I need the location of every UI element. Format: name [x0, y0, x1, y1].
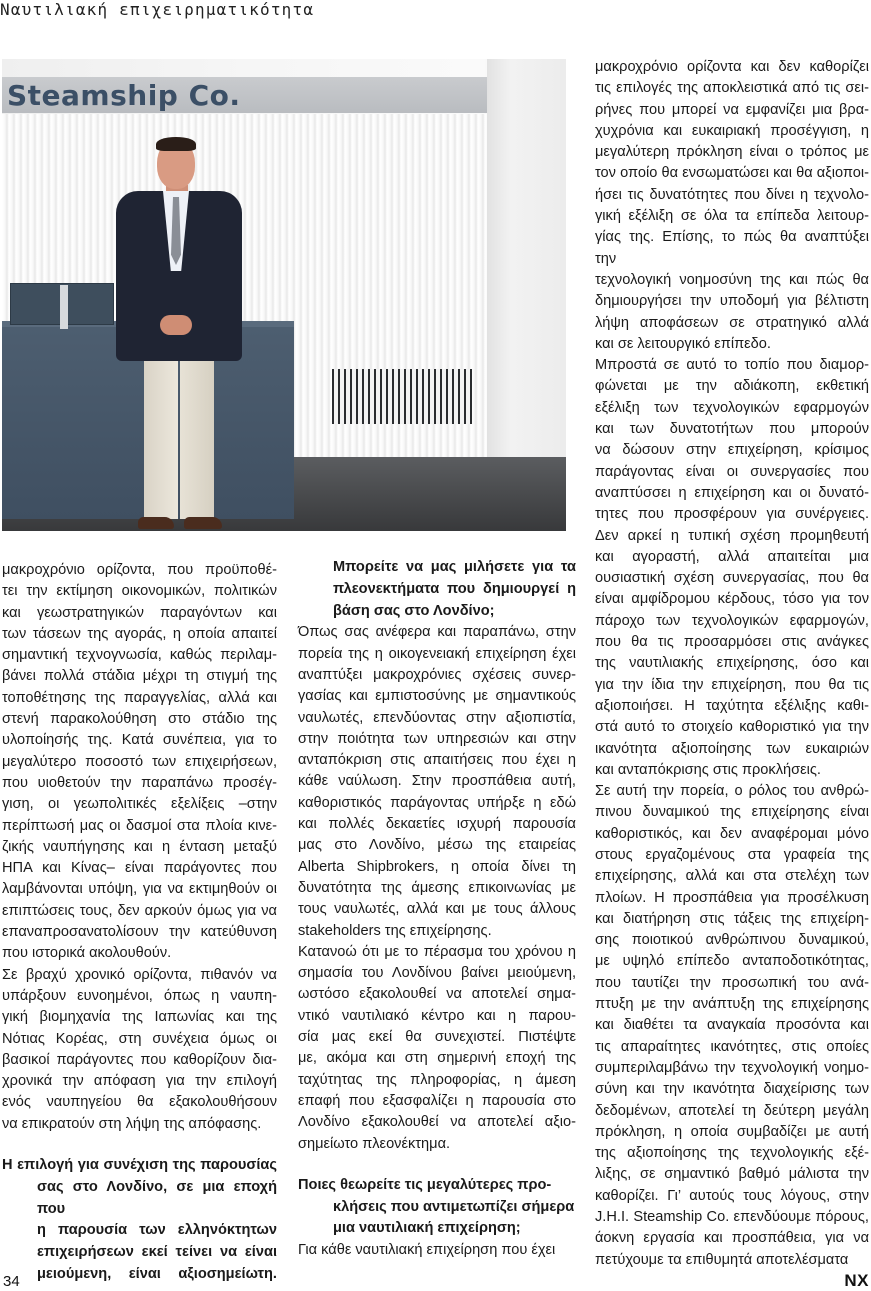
body-line: χυχρόνια και ευκαιριακή προσέγγιση, η — [595, 122, 869, 139]
body-line: Κατανοώ ότι με το πέρασμα του χρόνου η — [298, 943, 576, 960]
body-line: άοκνη εργασία και προσπάθεια, για να — [595, 1230, 869, 1247]
body-line: της αξιοποίησης της τεχνολογικής εξέ- — [595, 1145, 869, 1162]
body-line: J.H.I. Steamship Co. επενδύουμε πόρους, — [595, 1209, 869, 1226]
person-left-leg — [144, 357, 178, 519]
person-right-leg — [180, 357, 214, 519]
photo-person — [108, 139, 258, 531]
question-line: πλεονεκτήματα που δημιουργεί η — [333, 580, 576, 597]
body-line: επιπτώσεις τους, δεν αρκούν όμως για να — [2, 902, 277, 919]
body-line: που θα τις προσαρμόσει στις ανάγκες — [595, 634, 869, 651]
body-line: και διατήρηση στις τάξεις της επιχείρη- — [595, 910, 869, 927]
body-line: Δεν αρκεί η τυπική σχέση προμηθευτή — [595, 527, 869, 544]
body-line: τον οποίο θα ενσωματώσει και θα αξιοποι- — [595, 165, 869, 182]
body-line: Alberta Shipbrokers, η οποία δίνει τη — [298, 858, 576, 875]
body-line: σης ποιοτικού ανθρώπινου δυναμικού, — [595, 932, 869, 949]
body-line: επαφή που εξασφαλίζει η παρουσία στο — [298, 1092, 576, 1109]
article-column-3 — [595, 57, 869, 1271]
body-line: ζικής ναυπήγησης και η ένταση μεταξύ — [2, 838, 277, 855]
body-line: φώνεται με την αδιάκοπη, εκθετική — [595, 378, 869, 395]
body-line: και ανταπόκρισης στις προκλήσεις. — [595, 761, 821, 778]
body-line: παράγοντας είναι οι συνεργασίες που — [595, 463, 869, 480]
body-line: ντικό ναυτιλιακό κέντρο και η παρου- — [298, 1007, 576, 1024]
question-line: επιχειρήσεων εκεί τείνει να είναι — [37, 1244, 277, 1261]
body-line: Για κάθε ναυτιλιακή επιχείρηση που έχει — [298, 1242, 556, 1259]
body-line: ωστόσο εξακολουθεί να αποτελεί σημα- — [298, 986, 576, 1003]
body-line: κάθε ναύλωση. Στην προσπάθεια αυτή, — [298, 773, 576, 790]
body-line: πετύχουμε τα επιθυμητά αποτελέσματα — [595, 1251, 849, 1268]
body-line: λαμβάνονται υπόψη, για να εκτιμηθούν οι — [2, 881, 277, 898]
body-line: σημαντική τεχνογνωσία, καθώς περιλαμ- — [2, 647, 277, 664]
body-line: ήσει τις δυνατότητες που δίνει η τεχνολο- — [595, 186, 869, 203]
body-line: πινου δυναμικού της επιχείρησης είναι — [595, 804, 869, 821]
body-line: γασίας και εμπιστοσύνης με σημαντικούς — [298, 688, 576, 705]
body-line: με υψηλό επίπεδο ανταποδοτικότητας, — [595, 953, 869, 970]
body-line: που υιοθετούν την παραπάνω προσέγ- — [2, 774, 277, 791]
body-line: υλοποίησής της. Κατά συνέπεια, για το — [2, 732, 277, 749]
page-number: 34 — [3, 1273, 20, 1290]
body-line: μεγαλύτερη πρόκληση είναι ο τρόπος με — [595, 144, 869, 161]
body-line: και διαθέτει τα αναγκαία προσόντα και — [595, 1017, 869, 1034]
body-line: και αγοραστή, αλλά απαιτείται μια — [595, 548, 869, 565]
question-line: Η επιλογή για συνέχιση της παρουσίας — [2, 1157, 277, 1174]
body-line: αξιοποιήσει. Η ταχύτητα εξέλιξης καθι- — [595, 697, 869, 714]
paragraph-gap — [298, 1155, 576, 1175]
body-line: τει την εκτίμηση οικονομικών, πολιτικών — [2, 583, 277, 600]
section-header: Ναυτιλιακή επιχειρηματικότητα — [0, 0, 315, 19]
body-line: καθοριστικός παράγοντας υπήρξε η εδώ — [298, 794, 576, 811]
body-line: Νότιας Κορέας, στη συνέχεια όμως οι — [2, 1030, 277, 1047]
body-line: να επικρατούν στη λήψη της απόφασης. — [2, 1115, 262, 1132]
body-line: είναι αμφίδρομου κέρδους, τόσο για τον — [595, 591, 869, 608]
body-line: συμπεριλαμβάνω την τεχνολογική νοημο- — [595, 1059, 869, 1076]
body-line: τεχνολογική νοημοσύνη της και πώς θα — [595, 271, 869, 288]
body-line: λήψη αποφάσεων σε στρατηγικό αλλά — [595, 314, 869, 331]
body-line: τοποθέτησης της παραγγελίας, αλλά και — [2, 689, 277, 706]
question-line: κλήσεις που αντιμετωπίζει σήμερα — [333, 1198, 575, 1215]
body-line: της ναυτιλιακής επιχείρησης, όσο και — [595, 655, 869, 672]
body-line: δυνατότητα της άμεσης επικοινωνίας με — [298, 879, 576, 896]
question-line: Ποιες θεωρείτε τις μεγαλύτερες προ- — [298, 1176, 552, 1193]
body-line: γική βιομηχανία της Ιαπωνίας και της — [2, 1009, 277, 1026]
body-line: να δώσουν στην επιχείρηση, κρίσιμος — [595, 442, 869, 459]
body-line: των τάσεων της αγοράς, η οποία απαιτεί — [2, 625, 277, 642]
interview-question — [298, 557, 576, 622]
person-hands — [160, 315, 192, 335]
body-line: στην ποιότητα των υπηρεσιών και στην — [298, 730, 576, 747]
body-line: γική εξέλιξη σε όλα τα επίπεδα λειτουρ- — [595, 208, 869, 225]
body-line: που ταυτίζει την προσωπική του ανά- — [595, 974, 869, 991]
article-column-1 — [2, 560, 277, 1286]
body-line: τους ναυλωτές, αλλά και με τους άλλους — [298, 901, 576, 918]
body-line: πορεία της η οικογενειακή επιχείρηση έχει — [298, 645, 576, 662]
body-line: για την ίδια την επιχείρηση, που θα τις — [595, 676, 869, 693]
person-hair — [156, 137, 196, 151]
body-line: που ιστορικά ακολουθούν. — [2, 945, 172, 962]
body-line: μακροχρόνιο ορίζοντα και δεν καθορίζει — [595, 59, 869, 75]
body-line: επαναπροσανατολίσουν την κατεύθυνση — [2, 924, 277, 941]
body-line: δεδομένων, αποτελεί τη δεύτερη μεγάλη — [595, 1102, 869, 1119]
body-line: περίπτωσή μας οι δασμοί στα πλοία κινε- — [2, 817, 277, 834]
body-line: τητες που προσφέρουν για συνέργειες. — [595, 506, 869, 523]
body-line: στά αυτό το στοιχείο καθοριστικό για την — [595, 719, 869, 736]
body-line: καθοριστικός, και δεν αναφέρομαι μόνο — [595, 825, 869, 842]
body-line: σημασία του Λονδίνου βαίνει μειούμενη, — [298, 965, 576, 982]
body-line: χρονικά την απόφαση για την επιλογή — [2, 1073, 277, 1090]
body-line: μεγαλύτερο ποσοστό των επιχειρήσεων, — [2, 753, 277, 770]
body-line: ουσιαστική σχέση συνεργασίας, που θα — [595, 570, 869, 587]
interview-photo — [2, 59, 566, 531]
body-line: καθορίζει. Γι’ αυτούς τους λόγους, στην — [595, 1187, 869, 1204]
question-line: Μπορείτε να μας μιλήσετε για τα — [333, 559, 576, 575]
body-line: γιση, οι γεωπολιτικές εξελίξεις –στην — [2, 796, 277, 813]
body-line: δημιουργήσει την υποδομή για βέλτιστη — [595, 293, 869, 310]
body-line: ταχύτητας της πληροφορίας, η άμεση — [298, 1071, 576, 1088]
body-line: επιχείρησης, αλλά και στα στελέχη των — [595, 868, 869, 885]
body-line: Λονδίνο εξακολουθεί να αποτελεί αξιο- — [298, 1114, 576, 1131]
interview-question — [2, 1155, 277, 1286]
question-line: σας στο Λονδίνο, σε μια εποχή που — [37, 1178, 277, 1217]
question-line: μια ναυτιλιακή επιχείρηση; — [333, 1220, 521, 1237]
body-line: μας στο Λονδίνο, μέσω της εταιρείας — [298, 837, 576, 854]
body-line: με, ακόμα και στη σημερινή εποχή της — [298, 1050, 576, 1067]
body-line: stakeholders της επιχείρησης. — [298, 922, 492, 939]
body-line: γίας της. Επίσης, το πώς θα αναπτύξει την — [595, 229, 869, 267]
body-line: στενή παρακολούθηση στο στάδιο της — [2, 711, 277, 728]
body-line: και σε λειτουργικό επίπεδο. — [595, 335, 771, 352]
body-line: πτυξη με την ανάπτυξη της επιχείρησης — [595, 996, 869, 1013]
body-line: στους εργαζομένους στα γραφεία της — [595, 846, 869, 863]
photo-sign-text: Steamship Co. — [7, 79, 241, 112]
body-line: Σε αυτή την πορεία, ο ρόλος του ανθρώ- — [595, 783, 869, 800]
body-line: πάροχο των τεχνολογικών εφαρμογών, — [595, 612, 869, 629]
paragraph-gap — [2, 1135, 277, 1155]
body-line: πλοίων. Η προσπάθεια για προσέλκυση — [595, 889, 869, 906]
body-line: μακροχρόνιο ορίζοντα, που προϋποθέ- — [2, 562, 277, 578]
body-line: ενός ναυπηγείου θα εξακολουθήσουν — [2, 1094, 277, 1111]
body-line: ανταπόκριση στις απαιτήσεις που έχει η — [298, 752, 576, 769]
body-line: σύνη και την ικανότητα διαχείρισης των — [595, 1081, 869, 1098]
body-line: αναπτύσσει η επιχείρηση και οι δυνατό- — [595, 484, 869, 501]
body-line: και γεωστρατηγικών παραγόντων και — [2, 604, 277, 621]
question-line: μειούμενη, είναι αξιοσημείωτη. — [37, 1266, 277, 1282]
body-line: εξέλιξη των τεχνολογικών εφαρμογών — [595, 399, 869, 416]
question-line: η παρουσία των ελληνόκτητων — [37, 1222, 277, 1239]
body-line: πρόκληση, η οποία συμβαδίζει με αυτή — [595, 1123, 869, 1140]
person-right-shoe — [184, 517, 222, 529]
body-line: ικανότητα αξιοποίησης των ευκαιριών — [595, 740, 869, 757]
body-line: τις επιλογές της αποκλειστικά από τις σει- — [595, 80, 869, 97]
interview-question — [298, 1175, 576, 1240]
body-line: βάνει πολλά στάδια μέχρι τη στιγμή της — [2, 668, 277, 685]
body-line: Σε βραχύ χρονικό ορίζοντα, πιθανόν να — [2, 966, 277, 983]
body-line: βασικοί παράγοντες που καθορίζουν δια- — [2, 1051, 277, 1068]
photo-wall-vent — [332, 369, 472, 424]
question-line: βάση σας στο Λονδίνο; — [333, 602, 495, 619]
photo-counter-item — [60, 285, 68, 329]
body-line: υπάρξουν ευνοημένοι, όπως η ναυπη- — [2, 987, 277, 1004]
body-line: λιξης, σε σημαντικό βαθμό μάλιστα την — [595, 1166, 869, 1183]
body-line: σημείωτο πλεονέκτημα. — [298, 1135, 451, 1152]
brand-logo: NX — [844, 1271, 869, 1290]
body-line: τις απαραίτητες ικανότητες, στις οποίες — [595, 1038, 869, 1055]
body-line: και των δυνατοτήτων που μπορούν — [595, 421, 869, 438]
body-line: Όπως σας ανέφερα και παραπάνω, στην — [298, 624, 576, 641]
body-line: ΗΠΑ και Κίνας– είναι παράγοντες που — [2, 860, 277, 877]
body-line: Μπροστά σε αυτό το τοπίο που διαμορ- — [595, 357, 869, 374]
body-line: ρήνες που μπορεί να εμφανίζει μια βρα- — [595, 101, 869, 118]
body-line: ναυλωτές, επενδύοντας στην αξιοπιστία, — [298, 709, 576, 726]
body-line: και πολλές δεκαετίες ισχυρή παρουσία — [298, 816, 576, 833]
person-left-shoe — [138, 517, 174, 529]
article-column-2 — [298, 557, 576, 1262]
body-line: αναπτύξει μακροχρόνιες σχέσεις συνερ- — [298, 666, 576, 683]
body-line: σία μας εκεί θα συνεχιστεί. Πιστέψτε — [298, 1029, 576, 1046]
